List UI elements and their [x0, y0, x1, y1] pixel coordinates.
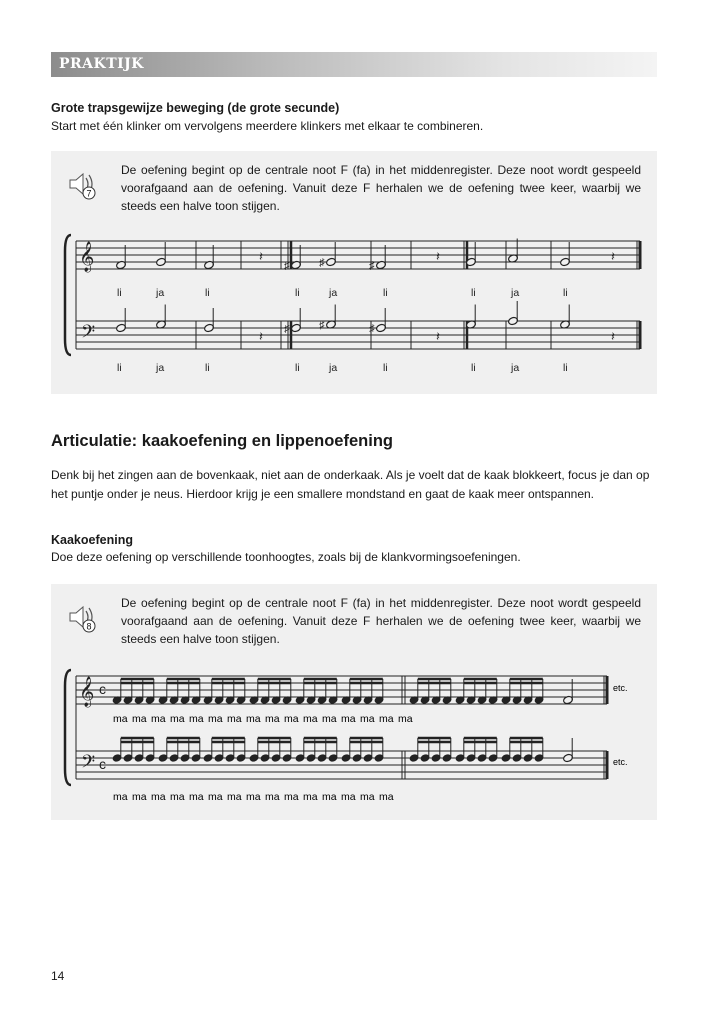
section2-title: Articulatie: kaakoefening en lippenoefening	[51, 432, 393, 450]
bass-clef: 𝄢	[81, 751, 96, 776]
syllable-top: li	[471, 287, 476, 299]
syllable-bottom: li	[563, 362, 568, 374]
exercise8-score	[51, 584, 657, 820]
time-signature: c	[99, 681, 106, 697]
section-band	[51, 52, 657, 77]
lyric-line-bottom: ma ma ma ma ma ma ma ma ma ma ma ma ma ma ma	[113, 791, 394, 803]
syllable-bottom: li	[383, 362, 388, 374]
bass-clef: 𝄢	[81, 321, 96, 346]
quarter-rest: 𝄽	[259, 329, 263, 344]
quarter-rest: 𝄽	[611, 329, 615, 344]
syllable-bottom: li	[295, 362, 300, 374]
syllable-top: li	[383, 287, 388, 299]
exercise7-box	[51, 151, 657, 394]
exercise8-box	[51, 584, 657, 820]
syllable-top: li	[117, 287, 122, 299]
sharp-sign: ♯	[319, 319, 325, 332]
syllable-top: ja	[329, 287, 338, 299]
exercise7-text: De oefening begint op de centrale noot F (fa) in het middenregister. Deze noot wordt gespeeld voorafgaand aan de oefening. Vanuit deze F herhalen we de oefening twee keer, waarbij we steeds een halve toon stijgen.	[121, 163, 641, 213]
lyric-line-top: ma ma ma ma ma ma ma ma ma ma ma ma ma ma ma ma	[113, 713, 413, 725]
syllable-bottom: ja	[329, 362, 338, 374]
syllable-top: li	[205, 287, 210, 299]
time-signature: c	[99, 756, 106, 772]
syllable-bottom: ja	[156, 362, 165, 374]
syllable-bottom: li	[471, 362, 476, 374]
section-label: PRAKTIJK	[59, 56, 144, 72]
exercise8-text: De oefening begint op de centrale noot F (fa) in het middenregister. Deze noot wordt gespeeld voorafgaand aan de oefening. Vanuit deze F herhalen we de oefening twee keer, waarbij we steeds een halve toon stijgen.	[121, 596, 641, 646]
section3-text: Doe deze oefening op verschillende toonhoogtes, zoals bij de klankvormingsoefeningen.	[51, 550, 521, 564]
quarter-rest: 𝄽	[436, 329, 440, 344]
treble-clef: 𝄞	[79, 241, 95, 271]
syllable-bottom: li	[205, 362, 210, 374]
audio-track-number: 7	[86, 188, 92, 199]
sharp-sign: ♯	[319, 257, 325, 269]
treble-clef: 𝄞	[79, 676, 95, 706]
page-number: 14	[51, 969, 65, 983]
sharp-sign: ♯	[369, 323, 375, 335]
system-bracket	[65, 670, 71, 785]
etc-label-top: etc.	[613, 683, 628, 693]
section2-text: Denk bij het zingen aan de bovenkaak, niet aan de onderkaak. Als je voelt dat de kaak blokkeert, focus je dan op het puntje onder je neus. Hierdoor krijg je een smallere mondstand en gaat de kaak meer ontspannen.	[51, 468, 650, 501]
sharp-sign: ♯	[284, 260, 290, 272]
section1-text: Start met één klinker om vervolgens meerdere klinkers met elkaar te combineren.	[51, 119, 484, 133]
syllable-bottom: ja	[511, 362, 520, 374]
syllable-top: li	[563, 287, 568, 299]
audio-track-number: 8	[86, 621, 92, 632]
sharp-sign: ♯	[369, 260, 375, 272]
system-bracket	[65, 235, 71, 355]
sharp-sign: ♯	[284, 323, 290, 335]
syllable-bottom: li	[117, 362, 122, 374]
syllable-top: ja	[511, 287, 520, 299]
syllable-top: ja	[156, 287, 165, 299]
syllable-top: li	[295, 287, 300, 299]
quarter-rest: 𝄽	[611, 249, 615, 264]
quarter-rest: 𝄽	[259, 249, 263, 264]
section3-title: Kaakoefening	[51, 533, 133, 547]
etc-label-bottom: etc.	[613, 757, 628, 767]
quarter-rest: 𝄽	[436, 249, 440, 264]
exercise7-score	[51, 151, 657, 394]
section1-title: Grote trapsgewijze beweging (de grote secunde)	[51, 101, 340, 115]
